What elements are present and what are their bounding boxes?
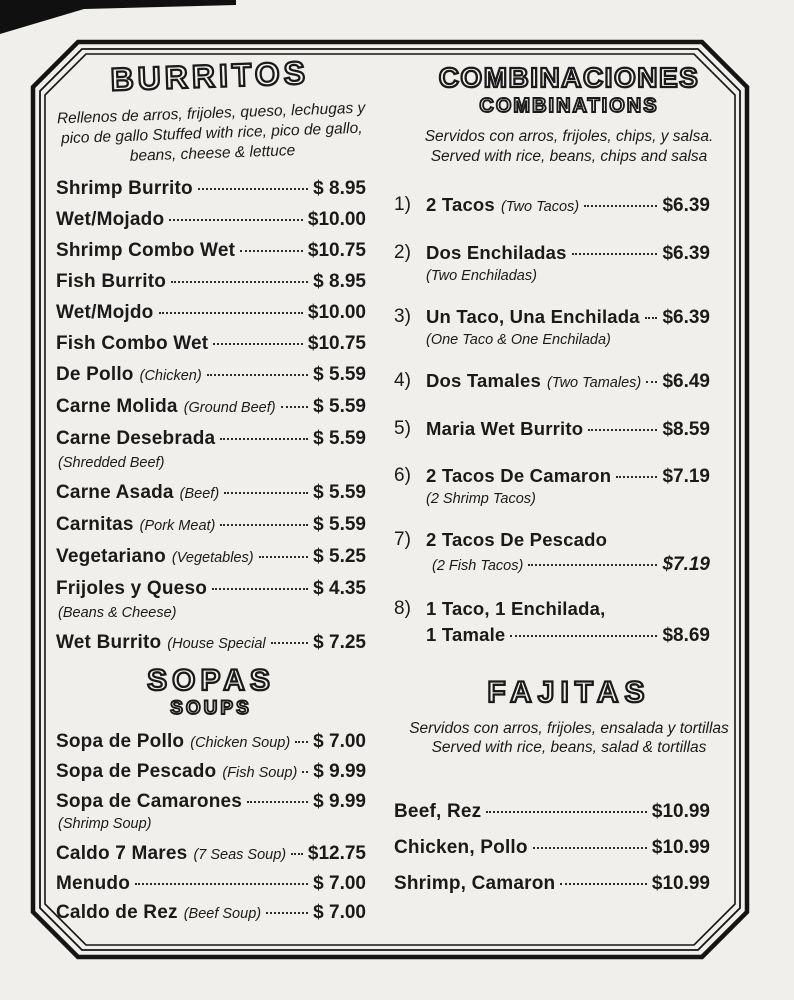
combo-item-body: [426, 241, 710, 285]
item-name: 1 Taco, 1 Enchilada,: [426, 597, 606, 619]
item-subnote: (Beans & Cheese): [58, 605, 177, 622]
dotted-leader: [266, 912, 308, 914]
item-name: Vegetariano: [56, 546, 166, 568]
item-subnote: (2 Fish Tacos): [432, 557, 524, 574]
item-number: 8): [394, 597, 411, 619]
item-price: $ 9.99: [313, 791, 366, 813]
menu-item-row: [426, 528, 710, 552]
item-name: 2 Tacos De Pescado: [426, 528, 608, 550]
item-subnote: (Shredded Beef): [58, 455, 165, 472]
dotted-leader: [171, 281, 308, 283]
menu-item-row: [56, 363, 366, 388]
menu-item-row: [426, 417, 710, 442]
menu-item-row: [56, 513, 366, 538]
item-price: $10.99: [651, 873, 710, 895]
fajitas-title: FAJITAS: [487, 675, 651, 709]
item-price: $7.19: [662, 465, 710, 487]
dotted-leader: [240, 250, 303, 252]
item-price: $6.39: [662, 242, 710, 264]
menu-item-row: [56, 427, 366, 451]
item-note: (Beef Soup): [183, 906, 262, 923]
menu-item-row: [426, 369, 710, 395]
item-name: Sopa de Camarones: [56, 791, 243, 813]
combo-item: [394, 597, 710, 650]
dotted-leader: [486, 811, 647, 813]
item-note: (Chicken Soup): [190, 735, 291, 752]
dotted-leader: [198, 188, 308, 190]
item-price: $ 8.95: [313, 271, 366, 293]
sopas-item-list: [56, 730, 366, 926]
soups-subtitle: SOUPS: [170, 698, 252, 720]
burritos-title: BURRITOS: [109, 54, 310, 98]
menu-item-row: [56, 481, 366, 506]
combinaciones-title: COMBINACIONES: [438, 62, 700, 93]
dotted-leader: [207, 374, 309, 376]
menu-item-row: [56, 631, 366, 656]
combo-item-body: [426, 597, 710, 650]
item-name: Sopa de Pollo: [56, 731, 185, 753]
item-price: $ 5.59: [313, 396, 366, 418]
combo-item: [394, 241, 710, 285]
fajitas-description: [394, 719, 744, 759]
dotted-leader: [588, 429, 657, 431]
item-price: $10.00: [307, 302, 366, 324]
item-name: Wet/Mojdo: [56, 302, 154, 324]
combo-item: [394, 305, 710, 349]
item-note: (Two Tamales): [546, 374, 642, 391]
item-number: 3): [394, 305, 411, 327]
menu-item-row: [56, 790, 366, 814]
menu-item-row: [56, 208, 366, 232]
item-number: 4): [394, 369, 411, 391]
item-price: $ 5.25: [313, 546, 366, 568]
dotted-leader: [159, 312, 303, 314]
burritos-section-header: [54, 53, 367, 169]
item-name: 1 Tamale: [426, 623, 506, 645]
item-note: (7 Seas Soup): [193, 847, 287, 864]
item-price: $6.49: [662, 370, 710, 392]
scan-corner-artifact: [0, 0, 236, 34]
combo-item: [394, 528, 710, 577]
item-name: Shrimp Burrito: [56, 178, 193, 200]
item-name: Fish Combo Wet: [56, 333, 209, 355]
item-name: Dos Enchiladas: [426, 241, 567, 263]
dotted-leader: [212, 588, 308, 590]
menu-item-row: [56, 545, 366, 570]
item-price: $8.59: [662, 418, 710, 440]
combo-item: [394, 464, 710, 508]
item-price: $10.75: [307, 240, 366, 262]
item-number: 7): [394, 528, 411, 550]
dotted-leader: [510, 635, 657, 637]
combo-item-body: [426, 193, 710, 221]
item-subnote: (One Taco & One Enchilada): [426, 331, 611, 348]
dotted-leader: [616, 476, 657, 478]
combinations-description: [394, 127, 744, 167]
dotted-leader: [220, 438, 308, 440]
item-note: (Two Tacos): [500, 198, 580, 215]
item-name: Caldo 7 Mares: [56, 843, 188, 865]
dotted-leader: [560, 883, 647, 885]
menu-item-row: [56, 730, 366, 755]
item-subnote: (Shrimp Soup): [58, 816, 152, 833]
dotted-leader: [169, 219, 303, 221]
combo-item-body: [426, 528, 710, 577]
item-number: 1): [394, 193, 411, 215]
item-name: Frijoles y Queso: [56, 578, 208, 600]
menu-item-row: [56, 270, 366, 294]
item-price: $ 5.59: [313, 428, 366, 450]
item-note: (Pork Meat): [139, 518, 216, 535]
item-name: 2 Tacos: [426, 193, 495, 215]
menu-item-row: [56, 332, 366, 356]
combinations-subtitle: COMBINATIONS: [479, 95, 659, 117]
item-note: (Fish Soup): [222, 765, 298, 782]
menu-item-row: [394, 836, 710, 860]
item-name: Menudo: [56, 873, 131, 895]
combinations-item-list: [394, 193, 744, 650]
item-number: 5): [394, 417, 411, 439]
item-price: $ 9.99: [313, 761, 367, 783]
item-number: 2): [394, 241, 411, 263]
dotted-leader: [135, 883, 308, 885]
item-name: Wet/Mojado: [56, 209, 165, 231]
dotted-leader: [291, 853, 303, 855]
item-name: Shrimp, Camaron: [394, 873, 556, 895]
description-line: Served with rice, beans, chips and salsa: [430, 147, 708, 165]
item-name: Caldo de Rez: [56, 902, 178, 924]
combo-item-body: [426, 369, 710, 397]
combo-item-body: [426, 305, 710, 349]
dotted-leader: [533, 847, 647, 849]
item-name: Carne Desebrada: [56, 428, 216, 450]
dotted-leader: [572, 253, 658, 255]
item-note: (Ground Beef): [183, 400, 276, 417]
item-price: $10.75: [307, 333, 366, 355]
burritos-description: [56, 99, 368, 169]
menu-item-row: [56, 177, 366, 201]
item-price: $ 5.59: [313, 482, 366, 504]
item-price: $ 7.00: [313, 873, 366, 895]
dotted-leader: [302, 771, 308, 773]
item-price: $ 7.00: [313, 902, 366, 924]
dotted-leader: [259, 556, 309, 558]
description-line: Servidos con arros, frijoles, chips, y salsa.: [424, 128, 714, 145]
item-price: $ 5.59: [313, 364, 366, 386]
dotted-leader: [584, 205, 657, 207]
dotted-leader: [247, 801, 308, 803]
item-name: 2 Tacos De Camaron: [426, 464, 612, 486]
dotted-leader: [528, 564, 657, 566]
dotted-leader: [220, 524, 308, 526]
menu-item-row: [426, 241, 710, 266]
menu-item-row: [56, 760, 366, 785]
item-price: $7.19: [662, 553, 710, 575]
item-subnote-row: [426, 554, 710, 577]
item-price: $12.75: [307, 843, 366, 865]
item-name: Dos Tamales: [426, 369, 541, 391]
dotted-leader: [281, 406, 309, 408]
dotted-leader: [213, 343, 303, 345]
item-price: $8.69: [662, 624, 710, 646]
menu-item-row: [426, 597, 710, 621]
dotted-leader: [646, 381, 657, 383]
item-name: Wet Burrito: [56, 632, 162, 654]
menu-item-row: [56, 301, 366, 325]
item-price: $ 5.59: [313, 514, 366, 536]
description-line: Served with rice, beans, salad & tortillas: [431, 739, 707, 757]
left-column: [56, 54, 367, 931]
menu-item-row: [56, 239, 366, 263]
item-name: De Pollo: [56, 364, 134, 386]
menu-item-row: [56, 395, 366, 420]
menu-item-row: [56, 577, 366, 601]
item-price: $6.39: [662, 306, 710, 328]
item-name: Beef, Rez: [394, 801, 482, 823]
item-name: Shrimp Combo Wet: [56, 240, 236, 262]
item-price: $ 7.25: [313, 632, 366, 654]
description-line: pico de gallo Stuffed with rice, pico de gallo,: [60, 119, 363, 148]
menu-item-row: [56, 872, 366, 896]
description-line: Rellenos de arros, frijoles, queso, lechugas y: [56, 99, 366, 128]
dotted-leader: [295, 741, 308, 743]
item-name: Sopa de Pescado: [56, 761, 217, 783]
item-number: 6): [394, 464, 411, 486]
menu-item-row: [394, 800, 710, 824]
menu-item-row: [426, 305, 710, 330]
item-price: $10.00: [307, 209, 366, 231]
item-name: Carne Asada: [56, 482, 174, 504]
item-price: $6.39: [662, 194, 710, 216]
item-note: (House Special: [167, 636, 266, 653]
item-name: Un Taco, Una Enchilada: [426, 305, 640, 327]
menu-item-row: [426, 464, 710, 489]
item-price: $ 8.95: [313, 178, 366, 200]
combo-item-body: [426, 464, 710, 508]
item-name: Maria Wet Burrito: [426, 417, 584, 439]
combo-item-body: [426, 417, 710, 444]
item-note: (Beef): [179, 486, 220, 503]
dotted-leader: [224, 492, 308, 494]
item-name: Carnitas: [56, 514, 134, 536]
sopas-title: SOPAS: [147, 664, 275, 698]
dotted-leader: [645, 317, 658, 319]
description-line: beans, cheese & lettuce: [129, 141, 296, 165]
right-column: [394, 62, 744, 908]
item-price: $ 4.35: [313, 578, 366, 600]
combo-item: [394, 193, 710, 221]
item-price: $10.99: [651, 801, 710, 823]
description-line: Servidos con arros, frijoles, ensalada y tortillas: [409, 719, 729, 737]
item-price: $ 7.00: [313, 731, 366, 753]
item-note: (Chicken): [139, 368, 202, 385]
menu-item-row: [56, 901, 366, 926]
menu-item-row: [56, 842, 366, 867]
item-name: Fish Burrito: [56, 271, 167, 293]
item-note: (Vegetables): [171, 550, 254, 567]
fajitas-item-list: [394, 800, 744, 896]
combo-item: [394, 369, 710, 397]
item-subnote: (Two Enchiladas): [426, 267, 537, 284]
burritos-item-list: [56, 177, 366, 656]
item-subnote: (2 Shrimp Tacos): [426, 490, 536, 507]
dotted-leader: [271, 642, 309, 644]
item-name: Carne Molida: [56, 396, 178, 418]
menu-item-row: [394, 872, 710, 896]
item-price: $10.99: [651, 837, 710, 859]
menu-item-row: [426, 623, 710, 648]
combo-item: [394, 417, 710, 444]
menu-item-row: [426, 193, 710, 219]
item-name: Chicken, Pollo: [394, 837, 528, 859]
